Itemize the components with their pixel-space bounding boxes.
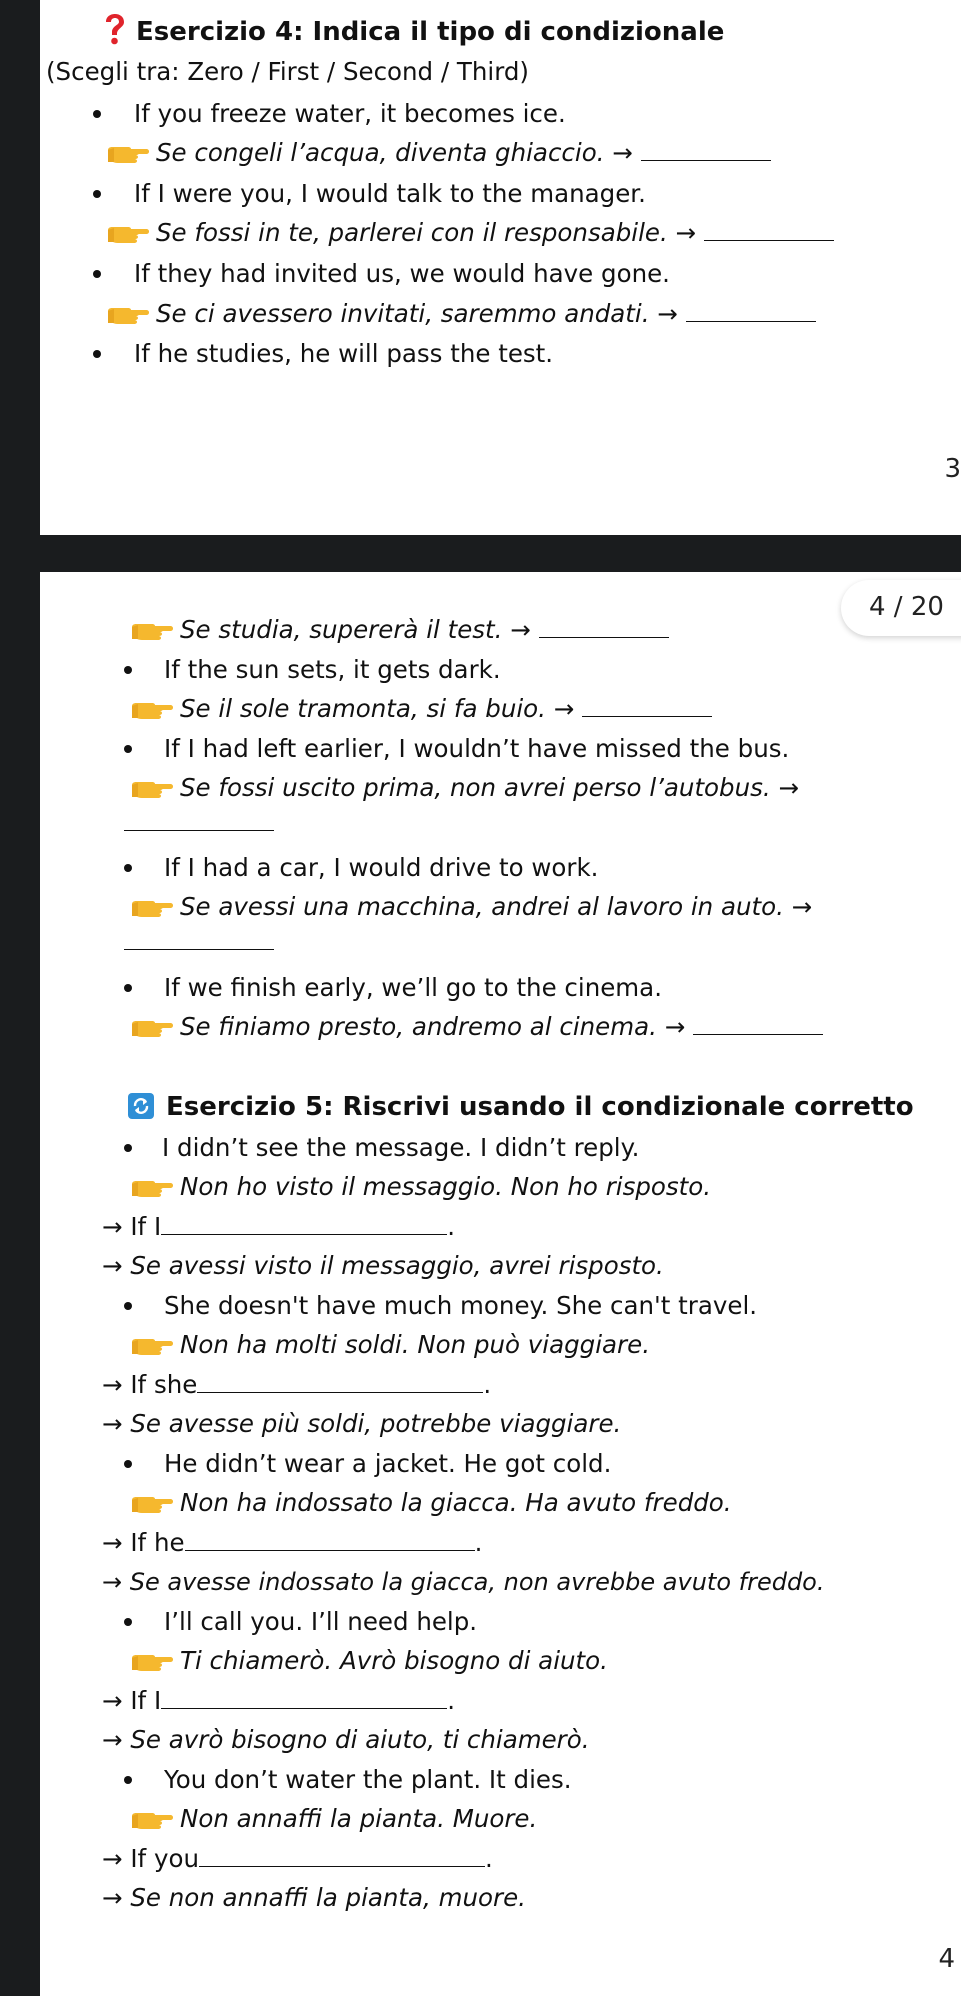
english-sentence: I’ll call you. I’ll need help. (164, 1607, 478, 1636)
bullet (124, 1302, 132, 1310)
answer-blank[interactable] (693, 1012, 823, 1035)
bullet (124, 745, 132, 753)
model-answer: → Se avesse più soldi, potrebbe viaggiare. (102, 1409, 622, 1438)
italian-sentence: Non ha molti soldi. Non può viaggiare. (130, 1329, 650, 1361)
pointing-hand-icon (130, 1011, 174, 1041)
pointing-hand-icon (130, 1171, 174, 1201)
bullet (124, 1460, 132, 1468)
pointing-hand-icon (106, 298, 150, 328)
english-sentence: You don’t water the plant. It dies. (164, 1765, 572, 1794)
pointing-hand-icon (130, 1487, 174, 1517)
bullet (124, 666, 132, 674)
italian-sentence: Ti chiamerò. Avrò bisogno di aiuto. (130, 1645, 608, 1677)
bullet (124, 984, 132, 992)
page-number: 3 (944, 454, 961, 484)
rewrite-prompt: → If I . (102, 1686, 455, 1715)
pointing-hand-icon (130, 1645, 174, 1675)
english-sentence: If you freeze water, it becomes ice. (134, 99, 566, 128)
rewrite-prompt: → If I . (102, 1212, 455, 1241)
exercise-4-title: Esercizio 4: Indica il tipo di condizionale (102, 12, 724, 48)
english-sentence: If the sun sets, it gets dark. (164, 655, 501, 684)
model-answer: → Se avrò bisogno di aiuto, ti chiamerò. (102, 1725, 590, 1754)
italian-sentence: Se il sole tramonta, si fa buio. → (130, 693, 712, 725)
cycle-arrows-icon (128, 1093, 154, 1119)
english-sentence: She doesn't have much money. She can't travel. (164, 1291, 758, 1320)
bullet (93, 270, 101, 278)
answer-blank[interactable] (539, 615, 669, 638)
answer-blank[interactable] (197, 1370, 483, 1393)
english-sentence: If he studies, he will pass the test. (134, 339, 554, 368)
model-answer: → Se non annaffi la pianta, muore. (102, 1883, 526, 1912)
english-sentence: He didn’t wear a jacket. He got cold. (164, 1449, 612, 1478)
italian-sentence: Se fossi in te, parlerei con il responsabile. → (106, 217, 834, 249)
bullet (93, 350, 101, 358)
bullet (124, 1144, 132, 1152)
italian-sentence: Se fossi uscito prima, non avrei perso l’autobus. → (130, 772, 799, 804)
answer-blank[interactable] (185, 1528, 475, 1551)
answer-blank[interactable] (582, 694, 712, 717)
english-sentence: I didn’t see the message. I didn’t reply. (162, 1133, 640, 1162)
page-4 (40, 572, 961, 1996)
pointing-hand-icon (130, 693, 174, 723)
italian-sentence: Non ha indossato la giacca. Ha avuto freddo. (130, 1487, 732, 1519)
exercise-4-subtitle: (Scegli tra: Zero / First / Second / Third) (46, 57, 529, 86)
italian-sentence: Non ho visto il messaggio. Non ho risposto. (130, 1171, 711, 1203)
english-sentence: If I had left earlier, I wouldn’t have missed the bus. (164, 734, 790, 763)
italian-sentence: Non annaffi la pianta. Muore. (130, 1803, 537, 1835)
answer-blank[interactable] (199, 1844, 485, 1867)
pointing-hand-icon (130, 614, 174, 644)
page-number: 4 (938, 1944, 955, 1974)
page-indicator: 4 / 20 (841, 580, 961, 636)
pointing-hand-icon (130, 1329, 174, 1359)
english-sentence: If I had a car, I would drive to work. (164, 853, 599, 882)
rewrite-prompt: → If she . (102, 1370, 492, 1399)
pointing-hand-icon (106, 217, 150, 247)
answer-blank[interactable] (686, 299, 816, 322)
english-sentence: If I were you, I would talk to the manager. (134, 179, 646, 208)
bullet (93, 110, 101, 118)
bullet (124, 1776, 132, 1784)
page-3 (40, 0, 961, 535)
answer-blank[interactable] (161, 1212, 447, 1235)
answer-blank[interactable] (161, 1686, 447, 1709)
answer-blank[interactable] (704, 218, 834, 241)
bullet (124, 1618, 132, 1626)
model-answer: → Se avessi visto il messaggio, avrei risposto. (102, 1251, 664, 1280)
answer-blank[interactable] (124, 927, 274, 950)
italian-sentence: Se finiamo presto, andremo al cinema. → (130, 1011, 823, 1043)
rewrite-prompt: → If you . (102, 1844, 493, 1873)
english-sentence: If we finish early, we’ll go to the cinema. (164, 973, 662, 1002)
model-answer: → Se avesse indossato la giacca, non avrebbe avuto freddo. (102, 1568, 825, 1596)
italian-sentence: Se studia, supererà il test. → (130, 614, 669, 646)
italian-sentence: Se avessi una macchina, andrei al lavoro in auto. → (130, 891, 812, 923)
bullet (93, 190, 101, 198)
question-mark-icon (102, 12, 128, 46)
pointing-hand-icon (106, 137, 150, 167)
pointing-hand-icon (130, 1803, 174, 1833)
bullet (124, 864, 132, 872)
pointing-hand-icon (130, 772, 174, 802)
rewrite-prompt: → If he . (102, 1528, 483, 1557)
exercise-5-title: Esercizio 5: Riscrivi usando il condizionale corretto (128, 1091, 914, 1123)
pointing-hand-icon (130, 891, 174, 921)
answer-blank[interactable] (124, 808, 274, 831)
italian-sentence: Se ci avessero invitati, saremmo andati. → (106, 298, 816, 330)
english-sentence: If they had invited us, we would have gone. (134, 259, 670, 288)
italian-sentence: Se congeli l’acqua, diventa ghiaccio. → (106, 137, 771, 169)
answer-blank[interactable] (641, 138, 771, 161)
